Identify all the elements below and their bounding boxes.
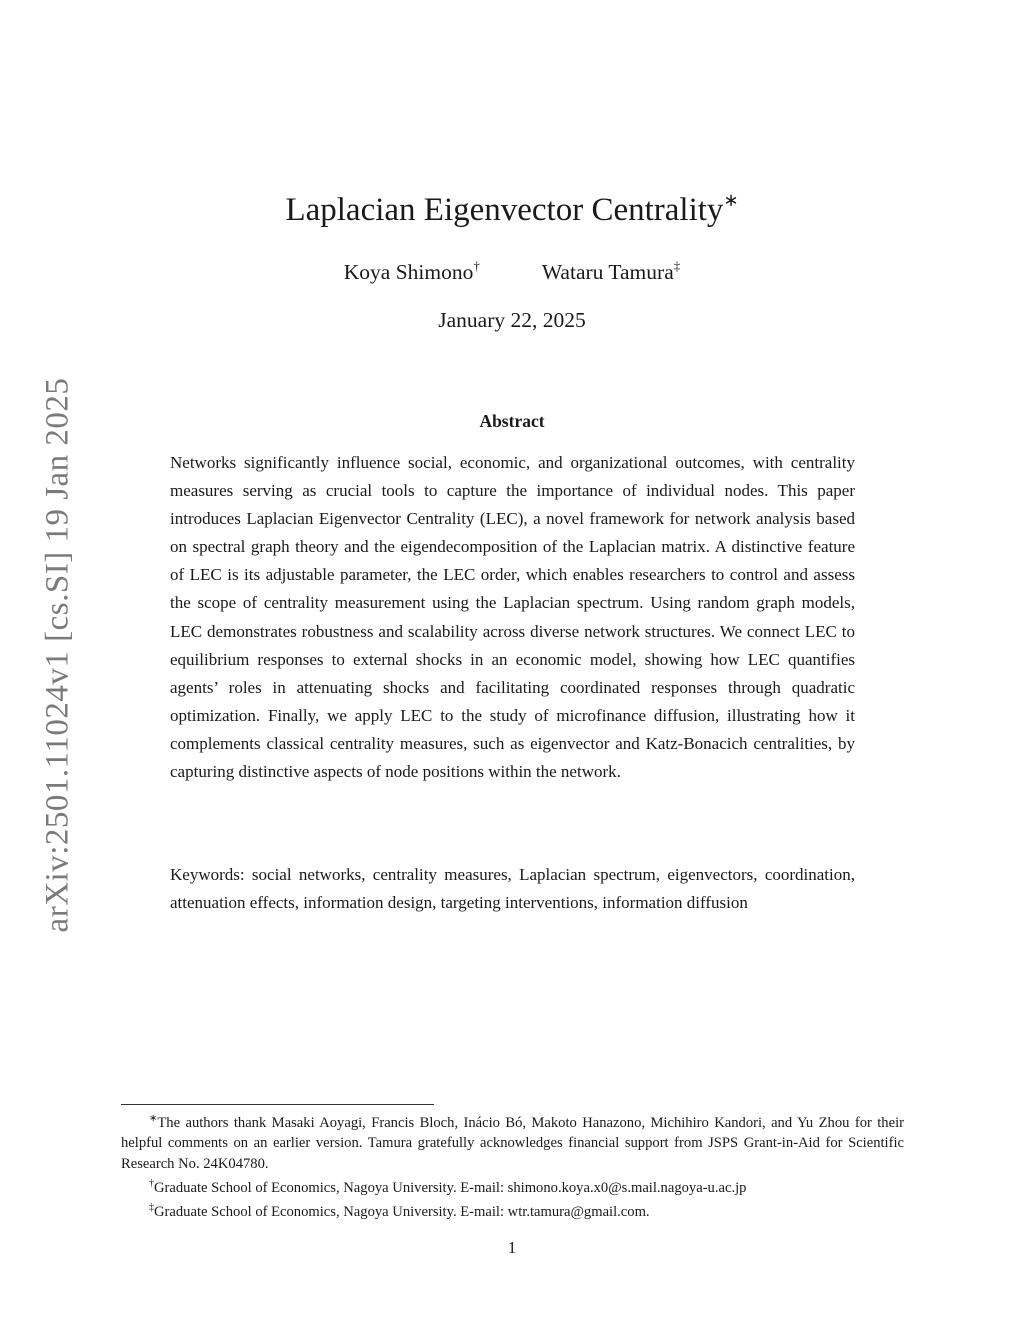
author-2-mark: ‡ [673, 258, 681, 273]
footnote-divider [121, 1104, 434, 1105]
footnote-author-2-affiliation [121, 1198, 904, 1222]
page-number: 1 [507, 1238, 517, 1257]
footnote-2-text: Graduate School of Economics, Nagoya University. E-mail: shimono.koya.x0@s.mail.nagoya-u.ac.jp [154, 1179, 747, 1196]
title-text: Laplacian Eigenvector Centrality [285, 192, 724, 228]
footnote-3-text: Graduate School of Economics, Nagoya University. E-mail: wtr.tamura@gmail.com. [154, 1204, 650, 1221]
author-1-mark: † [473, 258, 480, 273]
footnote-1-mark: ∗ [149, 1113, 158, 1124]
paper-title [0, 190, 1024, 229]
author-1 [344, 258, 480, 285]
footnote-2-mark: † [149, 1177, 154, 1189]
author-2 [542, 258, 680, 285]
footnotes [121, 1109, 904, 1222]
footnote-1-text: The authors thank Masaki Aoyagi, Francis Bloch, Inácio Bó, Makoto Hanazono, Michihiro Kandori, and Yu Zhou for their helpful comments on an earlier version. Tamura gratefully acknowledges financial support from JSPS Grant-in-Aid for Scientific Research No. 24K04780. [121, 1115, 904, 1172]
publication-date: January 22, 2025 [438, 308, 586, 332]
footnote-3-mark: ‡ [149, 1202, 154, 1214]
title-footnote-mark: ∗ [723, 190, 739, 210]
footnote-author-1-affiliation [121, 1174, 904, 1198]
author-list [0, 258, 1024, 285]
author-1-name: Koya Shimono [343, 260, 474, 284]
arxiv-identifier-stamp: arXiv:2501.11024v1 [cs.SI] 19 Jan 2025 [39, 377, 76, 933]
author-2-name: Wataru Tamura [541, 260, 674, 284]
keywords: Keywords: social networks, centrality measures, Laplacian spectrum, eigenvectors, coordination, attenuation effects, information design, targeting interventions, information diffusion [170, 865, 855, 913]
abstract-heading: Abstract [479, 411, 545, 431]
abstract-body: Networks significantly influence social, economic, and organizational outcomes, with centrality measures serving as crucial tools to capture the importance of individual nodes. This paper introduces Laplacian Eigenvector Centrality (LEC), a novel framework for network analysis based on spectral graph theory and the eigendecomposition of the Laplacian matrix. A distinctive feature of LEC is its adjustable parameter, the LEC order, which enables researchers to control and assess the scope of centrality measurement using the Laplacian spectrum. Using random graph models, LEC demonstrates robustness and scalability across diverse network structures. We connect LEC to equilibrium responses to external shocks in an economic model, showing how LEC quantifies agents’ roles in attenuating shocks and facilitating coordinated responses through quadratic optimization. Finally, we apply LEC to the study of microfinance diffusion, illustrating how it complements classical centrality measures, such as eigenvector and Katz-Bonacich centralities, by capturing distinctive aspects of node positions within the network. [170, 453, 855, 782]
footnote-acknowledgment [121, 1109, 904, 1174]
